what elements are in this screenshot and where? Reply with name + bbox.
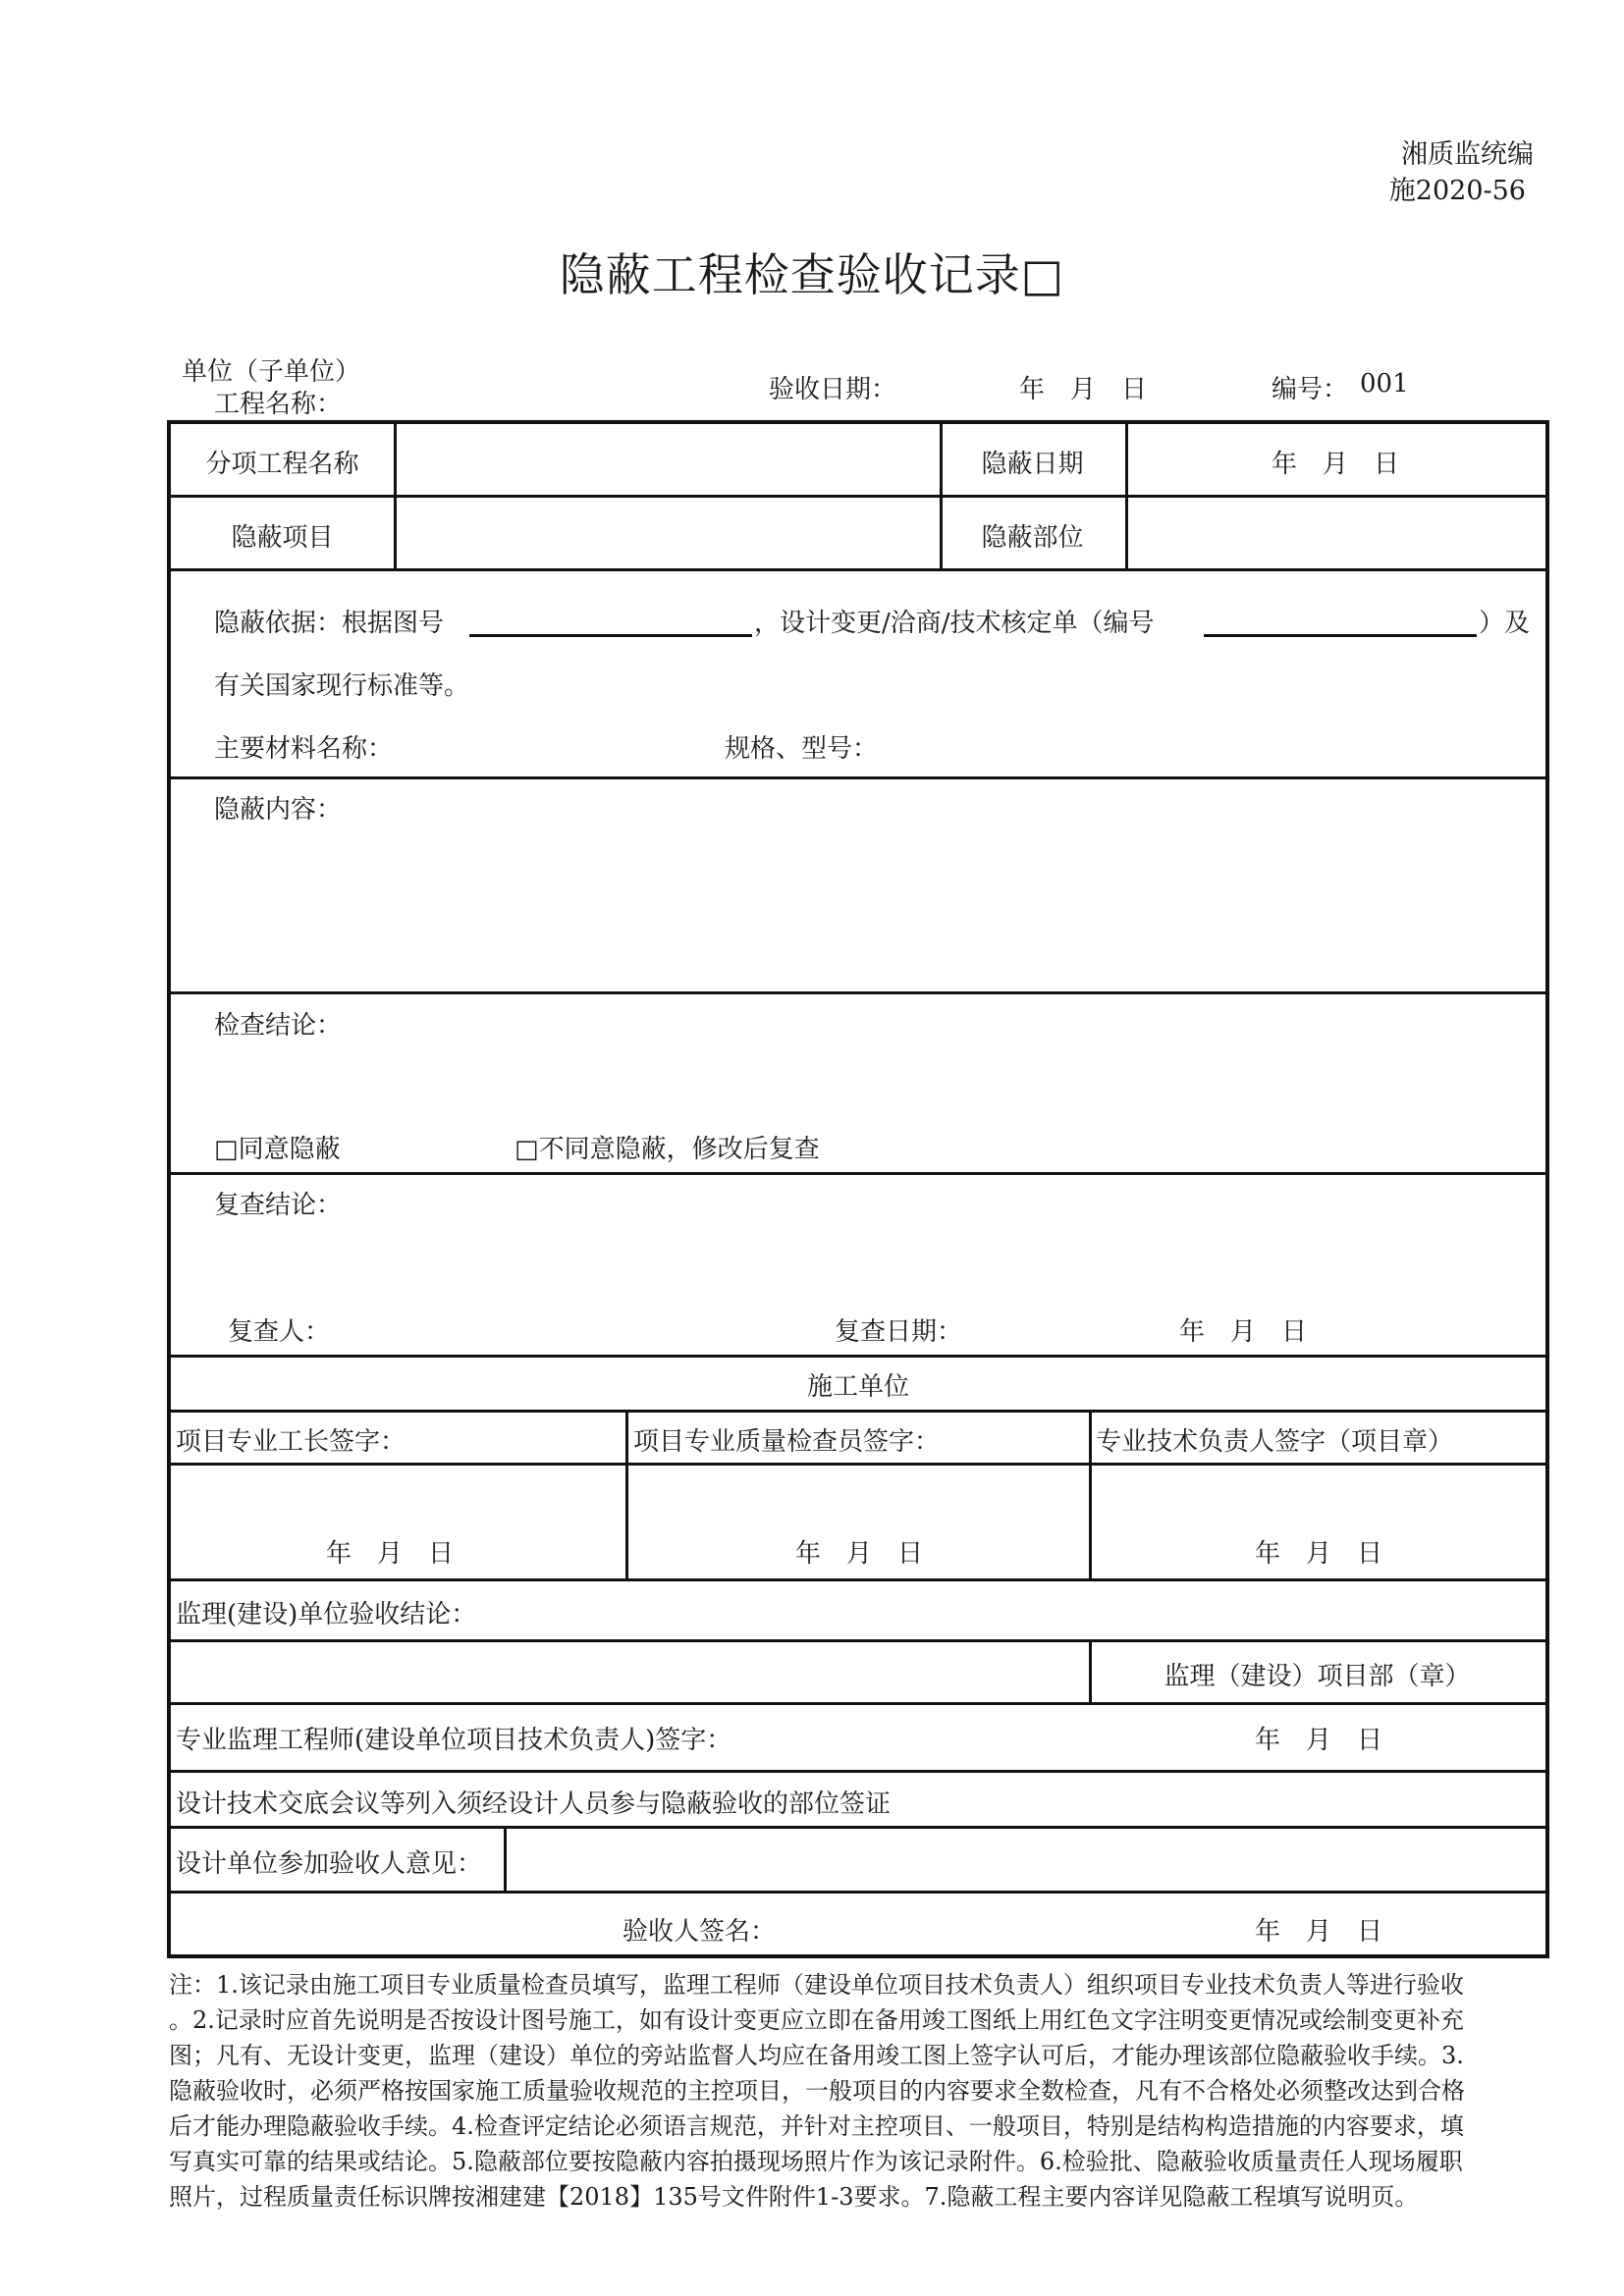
- page-title: 隐蔽工程检查验收记录□: [559, 248, 1065, 301]
- row-divider: [171, 495, 1545, 498]
- form-notes: [169, 1967, 1543, 2215]
- row-divider: [171, 1578, 1545, 1581]
- content-label: 隐蔽内容：: [214, 795, 343, 825]
- unit-label-2: 工程名称：: [214, 390, 343, 419]
- design-date: 年 月 日: [1255, 1917, 1383, 1947]
- row-divider: [171, 568, 1545, 571]
- note-line: 后才能办理隐蔽验收手续。4.检查评定结论必须语言规范，并针对主控项目、一般项目，特别是结构构造措施的内容要求，填: [169, 2112, 1464, 2140]
- supervision-conclusion-label: 监理(建设)单位验收结论：: [176, 1600, 477, 1629]
- supervision-engineer-label: 专业监理工程师(建设单位项目技术负责人)签字：: [176, 1726, 732, 1755]
- basis-prefix: 隐蔽依据：根据图号: [214, 609, 445, 638]
- basis-suffix: ）及: [1479, 609, 1531, 638]
- row-divider: [171, 776, 1545, 779]
- row-divider: [171, 1463, 1545, 1466]
- drawing-number-line: [469, 634, 752, 637]
- recheck-person-label: 复查人：: [228, 1317, 331, 1347]
- note-line: 注：1.该记录由施工项目专业质量检查员填写，监理工程师（建设单位项目技术负责人）组织项目专业技术负责人等进行验收: [169, 1971, 1464, 1999]
- row-divider: [171, 1770, 1545, 1773]
- row-divider: [171, 1826, 1545, 1829]
- col-divider: [625, 1410, 628, 1578]
- sub-project-label: 分项工程名称: [205, 450, 359, 479]
- recheck-label: 复查结论：: [214, 1191, 343, 1220]
- col-divider: [504, 1826, 507, 1891]
- tech-lead-date: 年 月 日: [1255, 1539, 1383, 1569]
- design-note: 设计技术交底会议等列入须经设计人员参与隐蔽验收的部位签证: [176, 1789, 892, 1819]
- tech-lead-signature-label: 专业技术负责人签字（项目章）: [1096, 1427, 1454, 1457]
- row-divider: [171, 1355, 1545, 1358]
- change-number-line: [1204, 634, 1477, 637]
- material-label: 主要材料名称：: [214, 734, 394, 764]
- basis-middle: ，设计变更/洽商/技术核定单（编号: [754, 609, 1155, 638]
- note-line: 写真实可靠的结果或结论。5.隐蔽部位要按隐蔽内容拍摄现场照片作为该记录附件。6.检验批、隐蔽验收质量责任人现场履职: [169, 2148, 1463, 2175]
- design-signature-label: 验收人签名：: [623, 1917, 777, 1947]
- hidden-part-label: 隐蔽部位: [981, 523, 1084, 553]
- supervision-stamp-label: 监理（建设）项目部（章）: [1164, 1662, 1471, 1691]
- quality-inspector-date: 年 月 日: [795, 1539, 924, 1569]
- hidden-date-value: 年 月 日: [1271, 450, 1399, 479]
- recheck-date-label: 复查日期：: [835, 1317, 963, 1347]
- foreman-signature-label: 项目专业工长签字：: [176, 1427, 406, 1457]
- row-divider: [171, 1172, 1545, 1175]
- construction-unit-title: 施工单位: [806, 1372, 909, 1402]
- row-divider: [171, 1702, 1545, 1705]
- hidden-date-label: 隐蔽日期: [981, 450, 1084, 479]
- recheck-date-value: 年 月 日: [1179, 1317, 1308, 1347]
- basis-line2: 有关国家现行标准等。: [214, 671, 470, 701]
- foreman-date: 年 月 日: [326, 1539, 455, 1569]
- note-line: 。2.记录时应首先说明是否按设计图号施工，如有设计变更应立即在备用竣工图纸上用红色文字注明变更情况或绘制变更补充: [169, 2006, 1464, 2034]
- note-line: 图；凡有、无设计变更，监理（建设）单位的旁站监督人均应在备用竣工图上签字认可后，才能办理该部位隐蔽验收手续。3.: [169, 2042, 1464, 2069]
- quality-inspector-signature-label: 项目专业质量检查员签字：: [633, 1427, 941, 1457]
- number-value: 001: [1360, 369, 1409, 399]
- accept-date-label: 验收日期：: [769, 375, 897, 404]
- row-divider: [171, 1639, 1545, 1642]
- note-line: 照片，过程质量责任标识牌按湘建建【2018】135号文件附件1-3要求。7.隐蔽工程主要内容详见隐蔽工程填写说明页。: [169, 2183, 1419, 2211]
- conclusion-label: 检查结论：: [214, 1011, 343, 1041]
- row-divider: [171, 1891, 1545, 1894]
- agree-checkbox[interactable]: □同意隐蔽: [214, 1135, 341, 1164]
- hidden-item-label: 隐蔽项目: [231, 523, 334, 553]
- row-divider: [171, 1410, 1545, 1413]
- accept-date-value: 年 月 日: [1019, 375, 1148, 404]
- col-divider: [1089, 1410, 1092, 1578]
- design-opinion-label: 设计单位参加验收人意见：: [176, 1849, 483, 1879]
- spec-label: 规格、型号：: [725, 734, 879, 764]
- supervision-date: 年 月 日: [1255, 1726, 1383, 1755]
- form-code-line1: 湘质监统编: [1401, 139, 1534, 170]
- inspection-form: [167, 420, 1549, 1958]
- form-code-line2: 施2020-56: [1388, 176, 1526, 206]
- unit-label-1: 单位（子单位）: [182, 357, 361, 387]
- note-line: 隐蔽验收时，必须严格按国家施工质量验收规范的主控项目，一般项目的内容要求全数检查，凡有不合格处必须整改达到合格: [169, 2077, 1465, 2105]
- disagree-checkbox[interactable]: □不同意隐蔽，修改后复查: [514, 1135, 820, 1164]
- row-divider: [171, 991, 1545, 994]
- number-label: 编号：: [1272, 375, 1349, 404]
- col-divider: [394, 424, 397, 568]
